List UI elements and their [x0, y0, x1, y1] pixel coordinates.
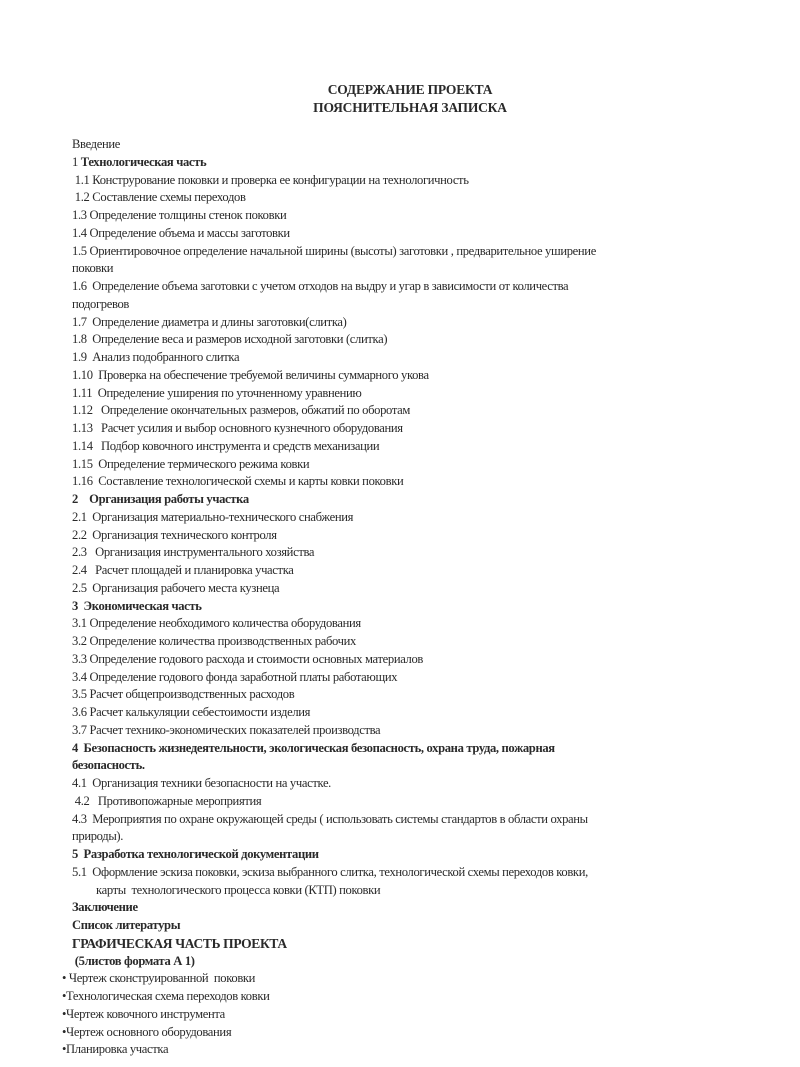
- toc-line: [72, 243, 732, 261]
- toc-line: [72, 260, 732, 278]
- toc-line-text: 2.4 Расчет площадей и планировка участка: [72, 563, 294, 577]
- toc-line-text: •Технологическая схема переходов ковки: [62, 989, 270, 1003]
- toc-line: [72, 544, 732, 562]
- toc-line: [72, 793, 732, 811]
- toc-line-text: 1.2 Составление схемы переходов: [72, 190, 246, 205]
- toc-line: [72, 402, 732, 420]
- bullet-list-item: [62, 1006, 732, 1024]
- toc-line: [72, 811, 732, 829]
- toc-line: [72, 491, 732, 509]
- toc-line: [72, 917, 732, 935]
- toc-line: [72, 864, 732, 882]
- toc-line-text: 1.9 Анализ подобранного слитка: [72, 350, 240, 364]
- toc-line: [72, 899, 732, 917]
- toc-line-text: 1.12 Определение окончательных размеров, обжатий по оборотам: [72, 403, 411, 418]
- toc-line: [72, 615, 732, 633]
- toc-line-text: 1.4 Определение объема и массы заготовки: [72, 225, 290, 240]
- toc-line-text: 1.7 Определение диаметра и длины заготовки(слитка): [72, 314, 347, 329]
- toc-line: [72, 367, 732, 385]
- toc-section-heading: Список литературы: [72, 918, 181, 932]
- toc-line: [72, 331, 732, 349]
- toc-line: [72, 189, 732, 207]
- toc-line: [72, 509, 732, 527]
- toc-line-text: •Планировка участка: [62, 1042, 169, 1057]
- toc-line-text: 4.2 Противопожарные мероприятия: [72, 793, 262, 808]
- toc-line-text: 3.6 Расчет калькуляции себестоимости изделия: [72, 705, 311, 719]
- toc-line: [72, 154, 732, 172]
- toc-line: [72, 740, 732, 758]
- document-subtitle: ПОЯСНИТЕЛЬНАЯ ЗАПИСКА: [313, 100, 507, 115]
- toc-line: [72, 935, 732, 953]
- toc-line: [72, 598, 732, 616]
- toc-line: [72, 686, 732, 704]
- toc-line: [72, 757, 732, 775]
- toc-line: [72, 846, 732, 864]
- toc-line-text: 1.10 Проверка на обеспечение требуемой величины суммарного укова: [72, 367, 429, 382]
- toc-section-heading: Технологическая часть: [80, 154, 207, 169]
- toc-section-heading: Заключение: [72, 900, 138, 915]
- toc-line: [72, 775, 732, 793]
- toc-section-heading: 3 Экономическая часть: [72, 598, 202, 613]
- toc-line-text: 3.2 Определение количества производственных рабочих: [72, 634, 356, 648]
- toc-line: [72, 828, 732, 846]
- toc-line: [72, 704, 732, 722]
- toc-line: [72, 722, 732, 740]
- toc-line-text: 2.3 Организация инструментального хозяйства: [72, 545, 315, 560]
- toc-line-text: 1.8 Определение веса и размеров исходной заготовки (слитка): [72, 332, 388, 347]
- toc-line-text: 3.7 Расчет технико-экономических показателей производства: [72, 722, 381, 737]
- toc-line-text: 1.15 Определение термического режима ковки: [72, 456, 310, 471]
- toc-line-text: поковки: [72, 261, 114, 276]
- toc-line: [72, 225, 732, 243]
- toc-line-text: 1.11 Определение уширения по уточненному уравнению: [72, 385, 362, 400]
- toc-line-text: 4.1 Организация техники безопасности на участке.: [72, 776, 331, 790]
- toc-line: [72, 562, 732, 580]
- toc-line: [72, 438, 732, 456]
- toc-line-text: 1: [72, 154, 81, 169]
- toc-line-text: 5.1 Оформление эскиза поковки, эскиза выбранного слитка, технологической схемы переходов ковки,: [72, 864, 588, 879]
- toc-section-heading: 2 Организация работы участка: [72, 492, 249, 506]
- toc-line: [72, 278, 732, 296]
- toc-line: [72, 385, 732, 403]
- document-title: СОДЕРЖАНИЕ ПРОЕКТА: [327, 82, 493, 97]
- toc-line-text: 2.1 Организация материально-технического снабжения: [72, 509, 354, 524]
- toc-section-heading: безопасность.: [72, 758, 145, 773]
- toc-line-text: 1.13 Расчет усилия и выбор основного кузнечного оборудования: [72, 421, 403, 435]
- toc-line-text: 1.14 Подбор ковочного инструмента и средств механизации: [72, 438, 380, 453]
- toc-line: [72, 172, 732, 190]
- toc-line-text: карты технологического процесса ковки (КТП) поковки: [96, 882, 381, 897]
- toc-line-text: подогревов: [72, 296, 130, 311]
- toc-line: [72, 420, 732, 438]
- toc-section-heading: 4 Безопасность жизнедеятельности, экологическая безопасность, охрана труда, пожарная: [72, 740, 555, 755]
- toc-line-text: 1.3 Определение толщины стенок поковки: [72, 208, 287, 222]
- toc-line-text: 3.5 Расчет общепроизводственных расходов: [72, 687, 295, 702]
- toc-line-text: 4.3 Мероприятия по охране окружающей среды ( использовать системы стандартов в области охраны: [72, 811, 588, 826]
- toc-line-text: 3.3 Определение годового расхода и стоимости основных материалов: [72, 651, 424, 666]
- toc-line-text: 3.4 Определение годового фонда заработной платы работающих: [72, 669, 398, 684]
- toc-line-text: природы).: [72, 829, 124, 844]
- toc-section-heading: ГРАФИЧЕСКАЯ ЧАСТЬ ПРОЕКТА: [72, 935, 287, 951]
- toc-line: [72, 633, 732, 651]
- toc-line: [72, 953, 732, 971]
- toc-line-text: Введение: [72, 137, 120, 151]
- toc-line-text: •Чертеж ковочного инструмента: [62, 1006, 225, 1021]
- toc-line-text: 1.6 Определение объема заготовки с учетом отходов на выдру и угар в зависимости от количества: [72, 279, 569, 293]
- bullet-list-item: [62, 970, 732, 988]
- toc-line-text: •Чертеж основного оборудования: [62, 1024, 232, 1039]
- toc-line-text: 1.5 Ориентировочное определение начальной ширины (высоты) заготовки , предварительное уширение: [72, 243, 596, 258]
- toc-line-text: 1.16 Составление технологической схемы и карты ковки поковки: [72, 474, 404, 489]
- toc-line: [72, 527, 732, 545]
- toc-line: [72, 207, 732, 225]
- toc-line: [72, 580, 732, 598]
- toc-line-text: • Чертеж сконструированной поковки: [62, 971, 256, 986]
- toc-section-heading: (5листов формата А 1): [72, 953, 195, 968]
- bullet-list-item: [62, 1041, 732, 1059]
- toc-line: [72, 669, 732, 687]
- bullet-list-item: [62, 1024, 732, 1042]
- toc-line: [72, 473, 732, 491]
- toc-line: [72, 882, 732, 900]
- toc-line: [72, 314, 732, 332]
- toc-line-text: 2.2 Организация технического контроля: [72, 527, 277, 542]
- toc-line: [72, 456, 732, 474]
- bullet-list-item: [62, 988, 732, 1006]
- table-of-contents: [62, 136, 732, 1059]
- toc-line: [72, 349, 732, 367]
- toc-line-text: 2.5 Организация рабочего места кузнеца: [72, 580, 280, 595]
- toc-line: [72, 296, 732, 314]
- toc-line-text: 3.1 Определение необходимого количества оборудования: [72, 616, 361, 631]
- toc-line: [72, 651, 732, 669]
- toc-section-heading: 5 Разработка технологической документации: [72, 847, 319, 861]
- toc-line: [72, 136, 732, 154]
- toc-line-text: 1.1 Конструрование поковки и проверка ее конфигурации на технологичность: [72, 172, 469, 187]
